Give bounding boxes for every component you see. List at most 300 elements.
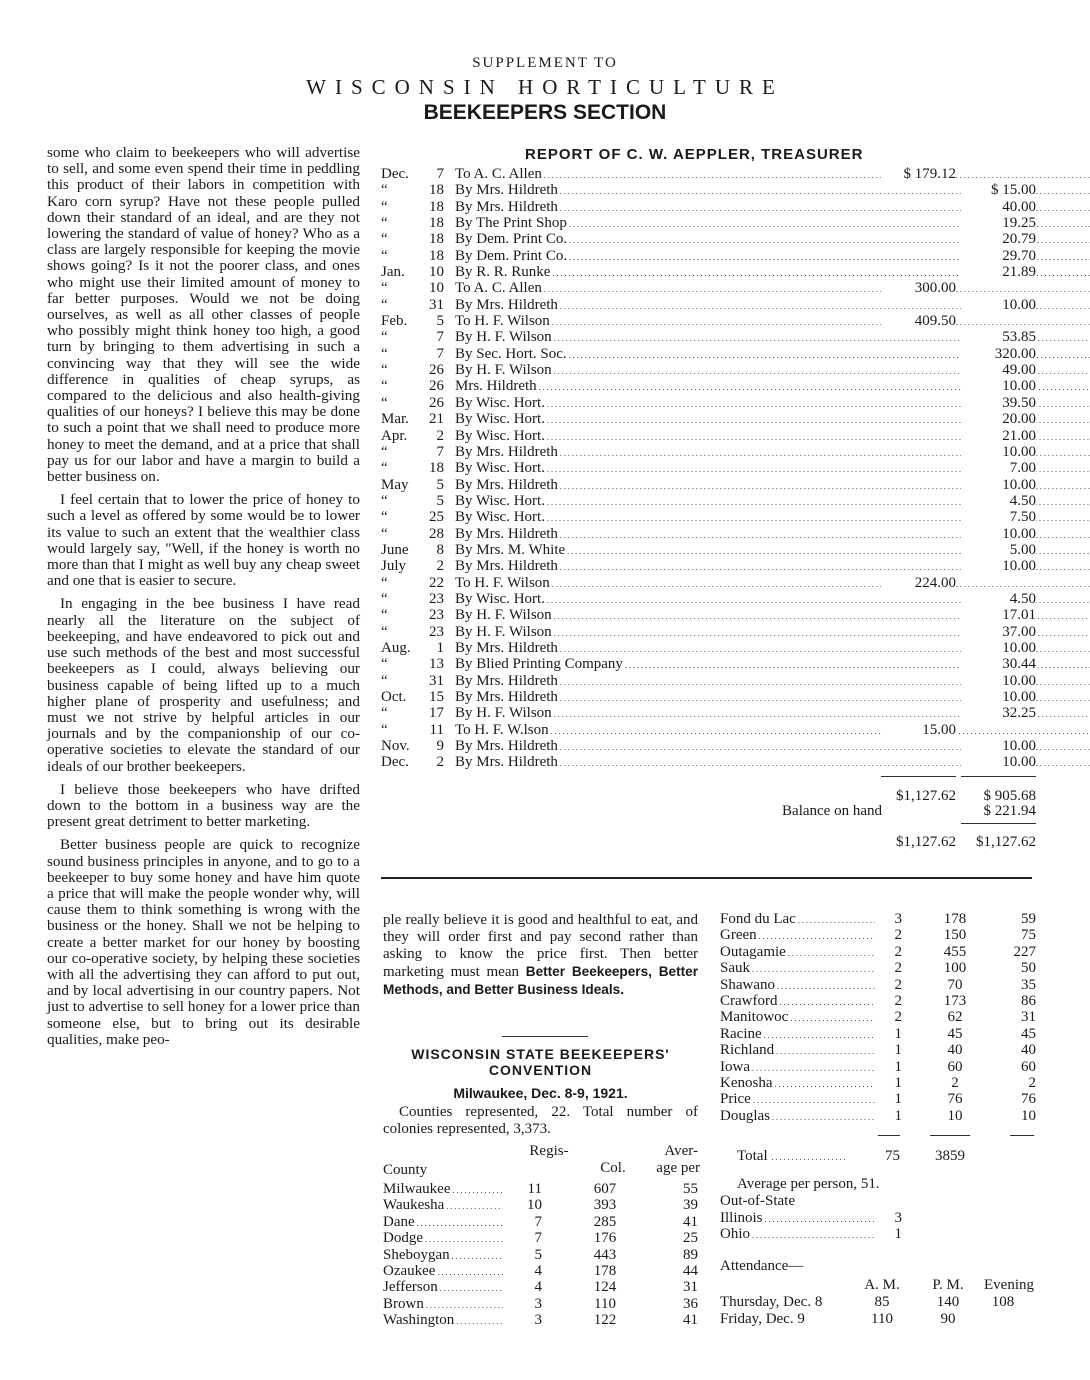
article-paragraph: some who claim to beekeepers who will advertise to sell, and some even spend their time in peddling this product of their labors in competition with Karo corn syrup? Have not these people pulled down their standard of an ideal, and are they not lowering the standard of value of honey? Who as a class are largely responsible for keeping the movie shows going? Is it not the poorer class, and ones who might use their limited amount of money to far better purposes. Would we not be doing ourselves, as well as all other classes of people who possibly might think honey too high, a good turn by bringing to them advertising in such a convincing way that they will see the wide difference in qualities of cheap syrups, as compared to the delicious and also health-giving qualities of our honeys? I believe this may be done to such a point that we shall need to produce more honey to meet the demand, and at a price that shall pay us for our labor and have a margin to build a better business on. (47, 144, 360, 486)
ledger-credit: $ 15.00 (961, 182, 1036, 198)
ledger-entry: By Mrs. Hildreth . . . (455, 640, 1090, 658)
ledger-credit: 21.89 (961, 264, 1036, 280)
ledger-entry: By H. F. Wilson . . . (455, 705, 1090, 723)
attendance-day: Thursday, Dec. 8 (720, 1294, 823, 1310)
county-average: 41 (653, 1214, 698, 1230)
ledger-entry: By Mrs. Hildreth . . . (455, 689, 1090, 707)
ledger-month: “ (381, 296, 388, 313)
county-average: 25 (653, 1230, 698, 1246)
ledger-entry: By Mrs. Hildreth . . . (455, 754, 1090, 772)
attendance-am: 110 (871, 1311, 893, 1327)
ledger-day: 21 (429, 411, 444, 428)
ledger-entry: By Mrs. Hildreth . . . (455, 558, 1090, 576)
county-name: Fond du Lac . . . (720, 911, 890, 929)
left-article-column (47, 145, 360, 1055)
ledger-credit: 10.00 (961, 444, 1036, 460)
ledger-row (381, 656, 1036, 672)
ledger-entry: By Wisc. Hort. . . . (455, 411, 1090, 429)
county-name: Richland . . . (720, 1042, 890, 1060)
county-colonies: 176 (578, 1230, 630, 1246)
county-row (720, 1108, 1034, 1124)
ledger-entry: By Mrs. Hildreth . . . (455, 444, 1090, 462)
ledger-row (381, 297, 1036, 313)
ledger-day: 2 (436, 558, 444, 575)
ledger-month: “ (381, 182, 388, 199)
ledger-day: 18 (429, 215, 444, 232)
county-average: 45 (1000, 1026, 1036, 1042)
ledger-month: “ (381, 280, 388, 297)
attendance-pm: 90 (940, 1311, 956, 1327)
col-header-age-per: age per (656, 1160, 700, 1176)
ledger-month: “ (381, 607, 388, 624)
county-row (720, 1042, 1034, 1058)
ledger-debit: $ 179.12 (881, 166, 956, 182)
ledger-month: Aug. (381, 639, 411, 656)
ledger-credit: 10.00 (961, 673, 1036, 689)
ledger-entry: By H. F. Wilson . . . (455, 362, 1090, 380)
county-row (720, 1210, 1034, 1226)
ledger-month: “ (381, 705, 388, 722)
ledger-day: 10 (429, 280, 444, 297)
county-row (720, 1075, 1034, 1091)
ledger-row (381, 705, 1036, 721)
ledger-credit: 10.00 (961, 754, 1036, 770)
county-colonies: 285 (578, 1214, 630, 1230)
balance-label: Balance on hand (782, 803, 882, 819)
county-registered: 1 (875, 1059, 902, 1075)
county-name: Dodge . . . (383, 1230, 538, 1248)
county-row (383, 1247, 698, 1263)
county-colonies: 60 (928, 1059, 980, 1075)
county-registered: 2 (875, 1009, 902, 1025)
ledger-debit: 224.00 (881, 575, 956, 591)
county-row (383, 1181, 698, 1197)
ledger-row (381, 231, 1036, 247)
total-rule (878, 1135, 900, 1136)
county-average: 39 (653, 1197, 698, 1213)
county-registered: 1 (875, 1226, 902, 1242)
ledger-day: 5 (436, 492, 444, 509)
ledger-day: 5 (436, 313, 444, 330)
ledger-month: “ (381, 394, 388, 411)
ledger-day: 22 (429, 574, 444, 591)
ledger-month: Apr. (381, 427, 408, 444)
ledger-row (381, 477, 1036, 493)
total-debit: $1,127.62 (896, 834, 956, 850)
ledger-row (381, 493, 1036, 509)
county-colonies: 122 (578, 1312, 630, 1328)
ledger-day: 18 (429, 198, 444, 215)
county-registered: 4 (503, 1263, 542, 1279)
county-average: 75 (1000, 927, 1036, 943)
ledger-entry: By Wisc. Hort. . . . (455, 509, 1090, 527)
ledger-day: 26 (429, 362, 444, 379)
total-rule (961, 823, 1036, 824)
ledger-credit: 39.50 (961, 395, 1036, 411)
ledger-month: Jan. (381, 264, 405, 281)
county-registered: 11 (503, 1181, 542, 1197)
ledger-row (381, 280, 1036, 296)
county-row (720, 1091, 1034, 1107)
county-row (720, 1009, 1034, 1025)
col-header-aver: Aver- (664, 1143, 698, 1159)
total-label: Total (737, 1148, 768, 1164)
county-name: Green . . . (720, 927, 890, 945)
ledger-credit: 10.00 (961, 558, 1036, 574)
ledger-month: “ (381, 672, 388, 689)
total-credit: $1,127.62 (976, 834, 1036, 850)
county-colonies: 10 (928, 1108, 980, 1124)
ledger-entry: Mrs. Hildreth . . . (455, 378, 1090, 396)
ledger-row (381, 199, 1036, 215)
county-registered: 5 (503, 1247, 542, 1263)
ledger-day: 15 (429, 689, 444, 705)
county-name: Illinois . . . (720, 1210, 890, 1228)
county-colonies: 70 (928, 977, 980, 993)
ledger-debit: 300.00 (881, 280, 956, 296)
county-registered: 3 (875, 1210, 902, 1226)
ledger-row (381, 215, 1036, 231)
ledger-row (381, 722, 1036, 738)
county-name: Iowa . . . (720, 1059, 890, 1077)
supplement-line: SUPPLEMENT TO (472, 55, 618, 71)
ledger-credit: 5.00 (961, 542, 1036, 558)
ledger-day: 7 (436, 166, 444, 182)
ledger-entry: By H. F. Wilson . . . (455, 624, 1090, 642)
ledger-day: 11 (429, 721, 444, 738)
county-row (720, 927, 1034, 943)
county-average: 76 (1000, 1091, 1036, 1107)
county-name: Dane . . . (383, 1214, 538, 1232)
ledger-row (381, 754, 1036, 770)
ledger-month: “ (381, 247, 388, 264)
ledger-month: Dec. (381, 754, 409, 771)
ledger-month: “ (381, 492, 388, 509)
county-colonies: 45 (928, 1026, 980, 1042)
attendance-heading: Attendance— (720, 1258, 804, 1274)
ledger-day: 7 (436, 443, 444, 460)
county-average: 31 (1000, 1009, 1036, 1025)
ledger-row (381, 248, 1036, 264)
ledger-credit: 10.00 (961, 738, 1036, 754)
ledger-entry: By Mrs. Hildreth . . . (455, 199, 1090, 217)
ledger-month: “ (381, 215, 388, 232)
county-colonies: 173 (928, 993, 980, 1009)
county-name: Waukesha . . . (383, 1197, 538, 1215)
ledger-entry: By Wisc. Hort. . . . (455, 493, 1090, 511)
ledger-month: Dec. (381, 166, 409, 182)
county-colonies: 100 (928, 960, 980, 976)
ledger-day: 18 (429, 182, 444, 199)
ledger-day: 23 (429, 623, 444, 640)
subtotal-debit: $1,127.62 (896, 788, 956, 804)
ledger-entry: By Mrs. Hildreth . . . (455, 526, 1090, 544)
county-registered: 3 (875, 911, 902, 927)
ledger-credit: 19.25 (961, 215, 1036, 231)
ledger-day: 7 (436, 345, 444, 362)
county-average: 40 (1000, 1042, 1036, 1058)
ledger-day: 17 (429, 705, 444, 722)
ledger-day: 8 (436, 541, 444, 558)
ledger-month: Oct. (381, 689, 407, 705)
county-table-middle (383, 1181, 698, 1329)
out-of-state-heading: Out-of-State (720, 1193, 795, 1209)
county-row (383, 1296, 698, 1312)
ledger-entry: To H. F. Wilson . . . (455, 575, 1090, 593)
ledger-entry: By H. F. Wilson . . . (455, 607, 1090, 625)
ledger-credit: 10.00 (961, 378, 1036, 394)
county-row (720, 1226, 1034, 1242)
county-registered: 1 (875, 1042, 902, 1058)
ledger-row (381, 313, 1036, 329)
county-registered: 2 (875, 977, 902, 993)
ledger-entry: By Wisc. Hort. . . . (455, 428, 1090, 446)
county-registered: 1 (875, 1075, 902, 1091)
ledger-row (381, 411, 1036, 427)
ledger-day: 9 (436, 738, 444, 755)
ledger-row (381, 362, 1036, 378)
ledger-row (381, 329, 1036, 345)
county-row (383, 1197, 698, 1213)
convention-title: WISCONSIN STATE BEEKEEPERS' CONVENTION (411, 1046, 670, 1078)
ledger-credit: 10.00 (961, 526, 1036, 542)
ledger-day: 31 (429, 672, 444, 689)
ledger-row (381, 428, 1036, 444)
county-name: Sauk . . . (720, 960, 890, 978)
county-name: Crawford . . . (720, 993, 890, 1011)
ledger-day: 5 (436, 476, 444, 493)
county-average: 31 (653, 1279, 698, 1295)
ledger-credit: 53.85 (961, 329, 1036, 345)
ledger-month: “ (381, 378, 388, 395)
ledger-day: 28 (429, 525, 444, 542)
ledger-row (381, 591, 1036, 607)
ledger-debit: 409.50 (881, 313, 956, 329)
ledger-entry: By Dem. Print Co. . . . (455, 248, 1090, 266)
county-average: 50 (1000, 960, 1036, 976)
county-colonies: 124 (578, 1279, 630, 1295)
county-registered: 10 (503, 1197, 542, 1213)
county-registered: 2 (875, 960, 902, 976)
county-average: 35 (1000, 977, 1036, 993)
ledger-row (381, 640, 1036, 656)
ledger-row (381, 264, 1036, 280)
ledger-row (381, 558, 1036, 574)
county-average: 2 (1000, 1075, 1036, 1091)
ledger-day: 25 (429, 509, 444, 526)
ledger-entry: To H. F. Wilson . . . (455, 313, 1090, 331)
ledger-row (381, 378, 1036, 394)
county-name: Ohio . . . (720, 1226, 890, 1244)
county-name: Jefferson . . . (383, 1279, 538, 1297)
ledger-credit: 20.79 (961, 231, 1036, 247)
ledger-credit: 10.00 (961, 640, 1036, 656)
ledger-entry: By Mrs. Hildreth . . . (455, 297, 1090, 315)
county-registered: 1 (875, 1026, 902, 1042)
county-row (383, 1214, 698, 1230)
county-colonies: 393 (578, 1197, 630, 1213)
county-colonies: 178 (928, 911, 980, 927)
county-colonies: 110 (578, 1296, 630, 1312)
ledger-row (381, 346, 1036, 362)
ledger-row (381, 624, 1036, 640)
county-registered: 1 (875, 1108, 902, 1124)
county-registered: 1 (875, 1091, 902, 1107)
ledger-entry: By Mrs. Hildreth . . . (455, 738, 1090, 756)
ledger-entry: To A. C. Allen . . . (455, 166, 1090, 184)
total-registered: 75 (870, 1148, 900, 1165)
section-title: BEEKEEPERS SECTION (423, 101, 667, 124)
ledger-entry: By H. F. Wilson . . . (455, 329, 1090, 347)
total-rule (930, 1135, 970, 1136)
balance-amount: $ 221.94 (983, 803, 1036, 819)
ledger-month: Nov. (381, 738, 410, 755)
total-rule (1010, 1135, 1034, 1136)
ledger-month: “ (381, 590, 388, 607)
ledger-row (381, 444, 1036, 460)
county-average: 55 (653, 1181, 698, 1197)
ledger-credit: 49.00 (961, 362, 1036, 378)
ledger-day: 18 (429, 231, 444, 248)
ledger-row (381, 182, 1036, 198)
county-name: Milwaukee . . . (383, 1181, 538, 1199)
county-average: 86 (1000, 993, 1036, 1009)
attendance-evening: 108 (991, 1294, 1015, 1310)
ledger-entry: To H. F. W.lson . . . (455, 722, 1090, 740)
county-row (720, 1059, 1034, 1075)
county-colonies: 40 (928, 1042, 980, 1058)
ledger-row (381, 689, 1036, 705)
ledger-entry: By R. R. Runke . . . (455, 264, 1090, 282)
attendance-header-am: A. M. (864, 1277, 900, 1293)
county-name: Manitowoc . . . (720, 1009, 890, 1027)
county-colonies: 443 (578, 1247, 630, 1263)
ledger-day: 7 (436, 329, 444, 346)
ledger-month: “ (381, 329, 388, 346)
ledger-month: “ (381, 460, 388, 477)
county-name: Brown . . . (383, 1296, 538, 1314)
county-average: 41 (653, 1312, 698, 1328)
ledger-entry: By Wisc. Hort. . . . (455, 460, 1090, 478)
ledger-day: 10 (429, 264, 444, 281)
ledger-entry: By Wisc. Hort. . . . (455, 395, 1090, 413)
ledger-entry: To A. C. Allen . . . (455, 280, 1090, 298)
attendance-am: 85 (874, 1294, 890, 1310)
county-registered: 4 (503, 1279, 542, 1295)
subtotal-credit: $ 905.68 (983, 788, 1036, 804)
average-per-person: Average per person, 51. (737, 1176, 880, 1192)
ledger-day: 23 (429, 607, 444, 624)
ledger-day: 18 (429, 247, 444, 264)
ledger-day: 23 (429, 590, 444, 607)
ledger-entry: By The Print Shop . . . (455, 215, 1090, 233)
ledger-month: “ (381, 231, 388, 248)
county-colonies: 455 (928, 944, 980, 960)
county-registered: 7 (503, 1214, 542, 1230)
ledger-day: 13 (429, 656, 444, 673)
ledger-entry: By Dem. Print Co. . . . (455, 231, 1090, 249)
ledger-month: “ (381, 525, 388, 542)
county-average: 59 (1000, 911, 1036, 927)
ledger-day: 31 (429, 296, 444, 313)
county-row (383, 1279, 698, 1295)
article-bold-text: Better Beekeepers, Better Methods, and Better Business Ideals. (383, 964, 698, 997)
ledger-day: 2 (436, 754, 444, 771)
ledger-entry: By Blied Printing Company . . . (455, 656, 1090, 674)
article-paragraph: Better business people are quick to recognize sound business principles in anyone, and to go to a beekeeper to buy some honey and have him quote a price that will make the people wonder why, will cause them to think something is wrong with the business or the honey. Shall we not be helping to create a better market for our honey by boosting our co-operative society, by helping these societies with all the advertising they can afford to put out, and by local advertising in our country papers. Not just to advertise to sell honey for a lower price than someone else, but to bring out its desirable qualities, make peo- (47, 836, 360, 1048)
ledger-month: June (381, 541, 409, 558)
county-row (720, 911, 1034, 927)
county-row (383, 1230, 698, 1246)
ledger-month: “ (381, 509, 388, 526)
ledger-month: July (381, 558, 407, 575)
ledger-credit: 17.01 (961, 607, 1036, 623)
county-colonies: 607 (578, 1181, 630, 1197)
county-name: Price . . . (720, 1091, 890, 1109)
ledger-day: 26 (429, 378, 444, 395)
county-colonies: 76 (928, 1091, 980, 1107)
ledger-credit: 30.44 (961, 656, 1036, 672)
county-table-right (720, 911, 1034, 1124)
leader-dots: . . . . . . . . . . . . . . . . . . . (771, 1153, 846, 1162)
county-registered: 2 (875, 927, 902, 943)
treasurer-ledger (381, 166, 1036, 771)
ledger-day: 2 (436, 427, 444, 444)
county-row (720, 977, 1034, 993)
ledger-month: “ (381, 443, 388, 460)
ledger-credit: 29.70 (961, 248, 1036, 264)
county-name: Ozaukee . . . (383, 1263, 538, 1281)
ledger-row (381, 395, 1036, 411)
ledger-entry: By Mrs. Hildreth . . . (455, 182, 1090, 200)
county-average: 10 (1000, 1108, 1036, 1124)
county-colonies: 178 (578, 1263, 630, 1279)
county-registered: 3 (503, 1312, 542, 1328)
ledger-credit: 10.00 (961, 689, 1036, 705)
attendance-day: Friday, Dec. 9 (720, 1311, 805, 1327)
ledger-row (381, 738, 1036, 754)
ledger-row (381, 607, 1036, 623)
ledger-row (381, 673, 1036, 689)
ledger-month: “ (381, 656, 388, 673)
ledger-credit: 4.50 (961, 591, 1036, 607)
county-registered: 7 (503, 1230, 542, 1246)
county-average: 36 (653, 1296, 698, 1312)
county-name: Washington . . . (383, 1312, 538, 1330)
section-divider (381, 877, 1032, 879)
ledger-credit: 320.00 (961, 346, 1036, 362)
county-name: Sheboygan . . . (383, 1247, 538, 1265)
attendance-header-pm: P. M. (932, 1277, 964, 1293)
county-colonies: 62 (928, 1009, 980, 1025)
county-average: 60 (1000, 1059, 1036, 1075)
county-row (383, 1312, 698, 1328)
attendance-header-evening: Evening (984, 1277, 1034, 1293)
ledger-debit: 15.00 (881, 722, 956, 738)
masthead (0, 54, 1090, 125)
convention-date: Milwaukee, Dec. 8-9, 1921. (453, 1085, 628, 1101)
treasurer-report-title: REPORT OF C. W. AEPPLER, TREASURER (525, 146, 864, 163)
ledger-month: “ (381, 574, 388, 591)
county-average: 44 (653, 1263, 698, 1279)
ledger-month: “ (381, 362, 388, 379)
ledger-credit: 32.25 (961, 705, 1036, 721)
subtotal-rule (961, 776, 1036, 777)
ledger-credit: 21.00 (961, 428, 1036, 444)
ledger-month: May (381, 476, 409, 493)
ledger-row (381, 575, 1036, 591)
county-name: Outagamie . . . (720, 944, 890, 962)
